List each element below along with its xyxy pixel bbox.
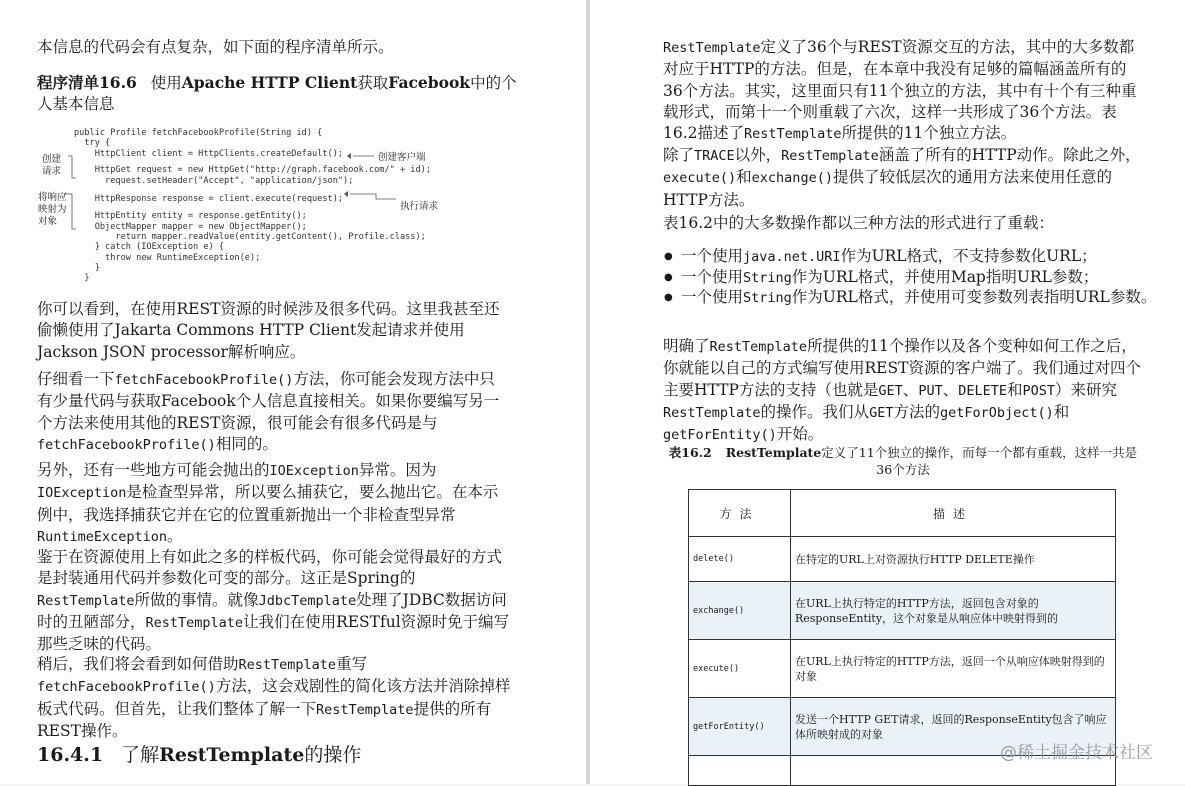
code-line: } [74, 263, 100, 273]
section-heading: 16.4.1 了解RestTemplate的操作 [37, 744, 362, 766]
list-item: ● 一个使用java.net.URI作为URL格式，不支持参数化URL； [681, 247, 1161, 268]
arrowhead-exec-request [344, 191, 348, 197]
right-paragraph-3: 表16.2中的大多数操作都以三种方法的形式进行了重载： [663, 214, 1055, 232]
arrowhead-create-client [347, 153, 351, 159]
header-method: 方法 [689, 490, 791, 537]
table-caption: 表16.2 RestTemplate定义了11个独立的操作，而每一个都有重载，这样一共是36个方法 [668, 445, 1138, 477]
right-paragraph-4: 明确了RestTemplate所提供的11个操作以及各个变种如何工作之后，你就能以自己的方式编写使用REST资源的客户端了。我们通过对四个主要HTTP方法的支持（也就是GET、PUT、DELETE和POST）来研究RestTemplate的操作。我们从GET方法的getForObject()和getForEntity()开始。 [663, 337, 1141, 444]
description-cell: 在特定的URL上对资源执行HTTP DELETE操作 [791, 537, 1116, 582]
code-line: request.setHeader("Accept", "application/json"); [74, 176, 354, 186]
arrow-exec-request [350, 194, 396, 199]
table-row [689, 640, 1116, 698]
table-row [689, 582, 1116, 640]
listing-label: 程序清单16.6 [37, 73, 137, 92]
listing-title: 程序清单16.6 使用Apache HTTP Client获取Facebook中的个人基本信息 [37, 73, 517, 113]
table-header-row [689, 490, 1116, 537]
right-paragraph-2: 除了TRACE以外，RestTemplate涵盖了所有的HTTP动作。除此之外，execute()和exchange()提供了较低层次的通用方法来使用任意的HTTP方法。 [663, 146, 1141, 209]
code-line: try { [74, 138, 111, 148]
method-cell [689, 756, 791, 786]
annotation-arrows [38, 124, 478, 289]
code-line: return mapper.readValue(entity.getContent(), Profile.class); [74, 232, 426, 242]
code-line: HttpEntity entity = response.getEntity(); [74, 211, 307, 221]
code-line: HttpClient client = HttpClients.createDefault(); [74, 149, 344, 159]
watermark: @稀土掘金技术社区 [1000, 743, 1153, 763]
paragraph-intro: 本信息的代码会有点复杂，如下面的程序清单所示。 [37, 38, 394, 56]
method-cell: delete() [689, 537, 791, 582]
paragraph-2: 你可以看到，在使用REST资源的时候涉及很多代码。这里我甚至还偷懒使用了Jakarta Commons HTTP Client发起请求并使用Jackson JSON processor解析响应。 [37, 300, 500, 361]
description-cell: 在URL上执行特定的HTTP方法，返回一个从响应体映射得到的对象 [791, 640, 1116, 698]
method-cell: exchange() [689, 582, 791, 640]
code-line: } catch (IOException e) { [74, 242, 225, 252]
paragraph-5: 鉴于在资源使用上有如此之多的样板代码，你可能会觉得最好的方式是封装通用代码并参数化可变的部分。这正是Spring的RestTemplate所做的事情。就像JdbcTemplate处理了JDBC数据访问时的丑陋部分，RestTemplate让我们在使用RESTful资源时免于编写那些乏味的代码。 [37, 548, 510, 654]
code-line: } [74, 273, 90, 283]
annotation-create-request: 创建 请求 [42, 154, 62, 177]
code-line: ObjectMapper mapper = new ObjectMapper(); [74, 222, 307, 232]
header-description: 描述 [791, 490, 1116, 537]
code-listing [38, 124, 478, 289]
method-cell: execute() [689, 640, 791, 698]
list-item: ● 一个使用String作为URL格式，并使用Map指明URL参数； [681, 268, 1161, 289]
code-line: throw new RuntimeException(e); [74, 253, 261, 263]
paragraph-6: 稍后，我们将会看到如何借助RestTemplate重写fetchFacebookProfile()方法，这会戏剧性的简化该方法并消除掉样板式代码。但首先，让我们整体了解一下RestTemplate提供的所有REST操作。 [37, 655, 511, 740]
paragraph-4: 另外，还有一些地方可能会抛出的IOException异常。因为IOException是检查型异常，所以要么捕获它，要么抛出它。在本示例中，我选择捕获它并在它的位置重新抛出一个非检查型异常RuntimeException。 [37, 461, 499, 545]
list-item: ● 一个使用String作为URL格式，并使用可变参数列表指明URL参数。 [681, 288, 1161, 309]
description-cell: 发送一个HTTP GET请求，返回的ResponseEntity包含了响应体所映射成的对象 [791, 698, 1116, 756]
code-line: HttpResponse response = client.execute(request); [74, 194, 344, 204]
annotation-map-response: 将响应 映射为 对象 [38, 192, 67, 227]
right-paragraph-1: RestTemplate定义了36个与REST资源交互的方法，其中的大多数都对应于HTTP的方法。但是，在本章中我没有足够的篇幅涵盖所有的36个方法。其实，这里面只有11个独立的方法，其中有十个有三种重载形式，而第十一个则重载了六次，这样一共形成了36个方法。表16.2描述了RestTemplate所提供的11个独立方法。 [663, 38, 1137, 143]
code-line: public Profile fetchFacebookProfile(String id) { [74, 128, 323, 138]
overload-list [663, 247, 1161, 309]
annotation-create-client: 创建客户端 [378, 152, 426, 163]
annotation-exec-request: 执行请求 [400, 201, 439, 212]
bracket-response [64, 194, 76, 229]
description-cell: 在URL上执行特定的HTTP方法，返回包含对象的ResponseEntity，这个对象是从响应体中映射得到的 [791, 582, 1116, 640]
code-line: HttpGet request = new HttpGet("http://graph.facebook.com/" + id); [74, 165, 431, 175]
method-cell: getForEntity() [689, 698, 791, 756]
paragraph-3: 仔细看一下fetchFacebookProfile()方法，你可能会发现方法中只有少量代码与获取Facebook个人信息直接相关。如果你要编写另一个方法来使用其他的REST资源，很可能会有很多代码是与fetchFacebookProfile()相同的。 [37, 370, 500, 453]
bracket-request [68, 156, 76, 178]
table-row [689, 537, 1116, 582]
